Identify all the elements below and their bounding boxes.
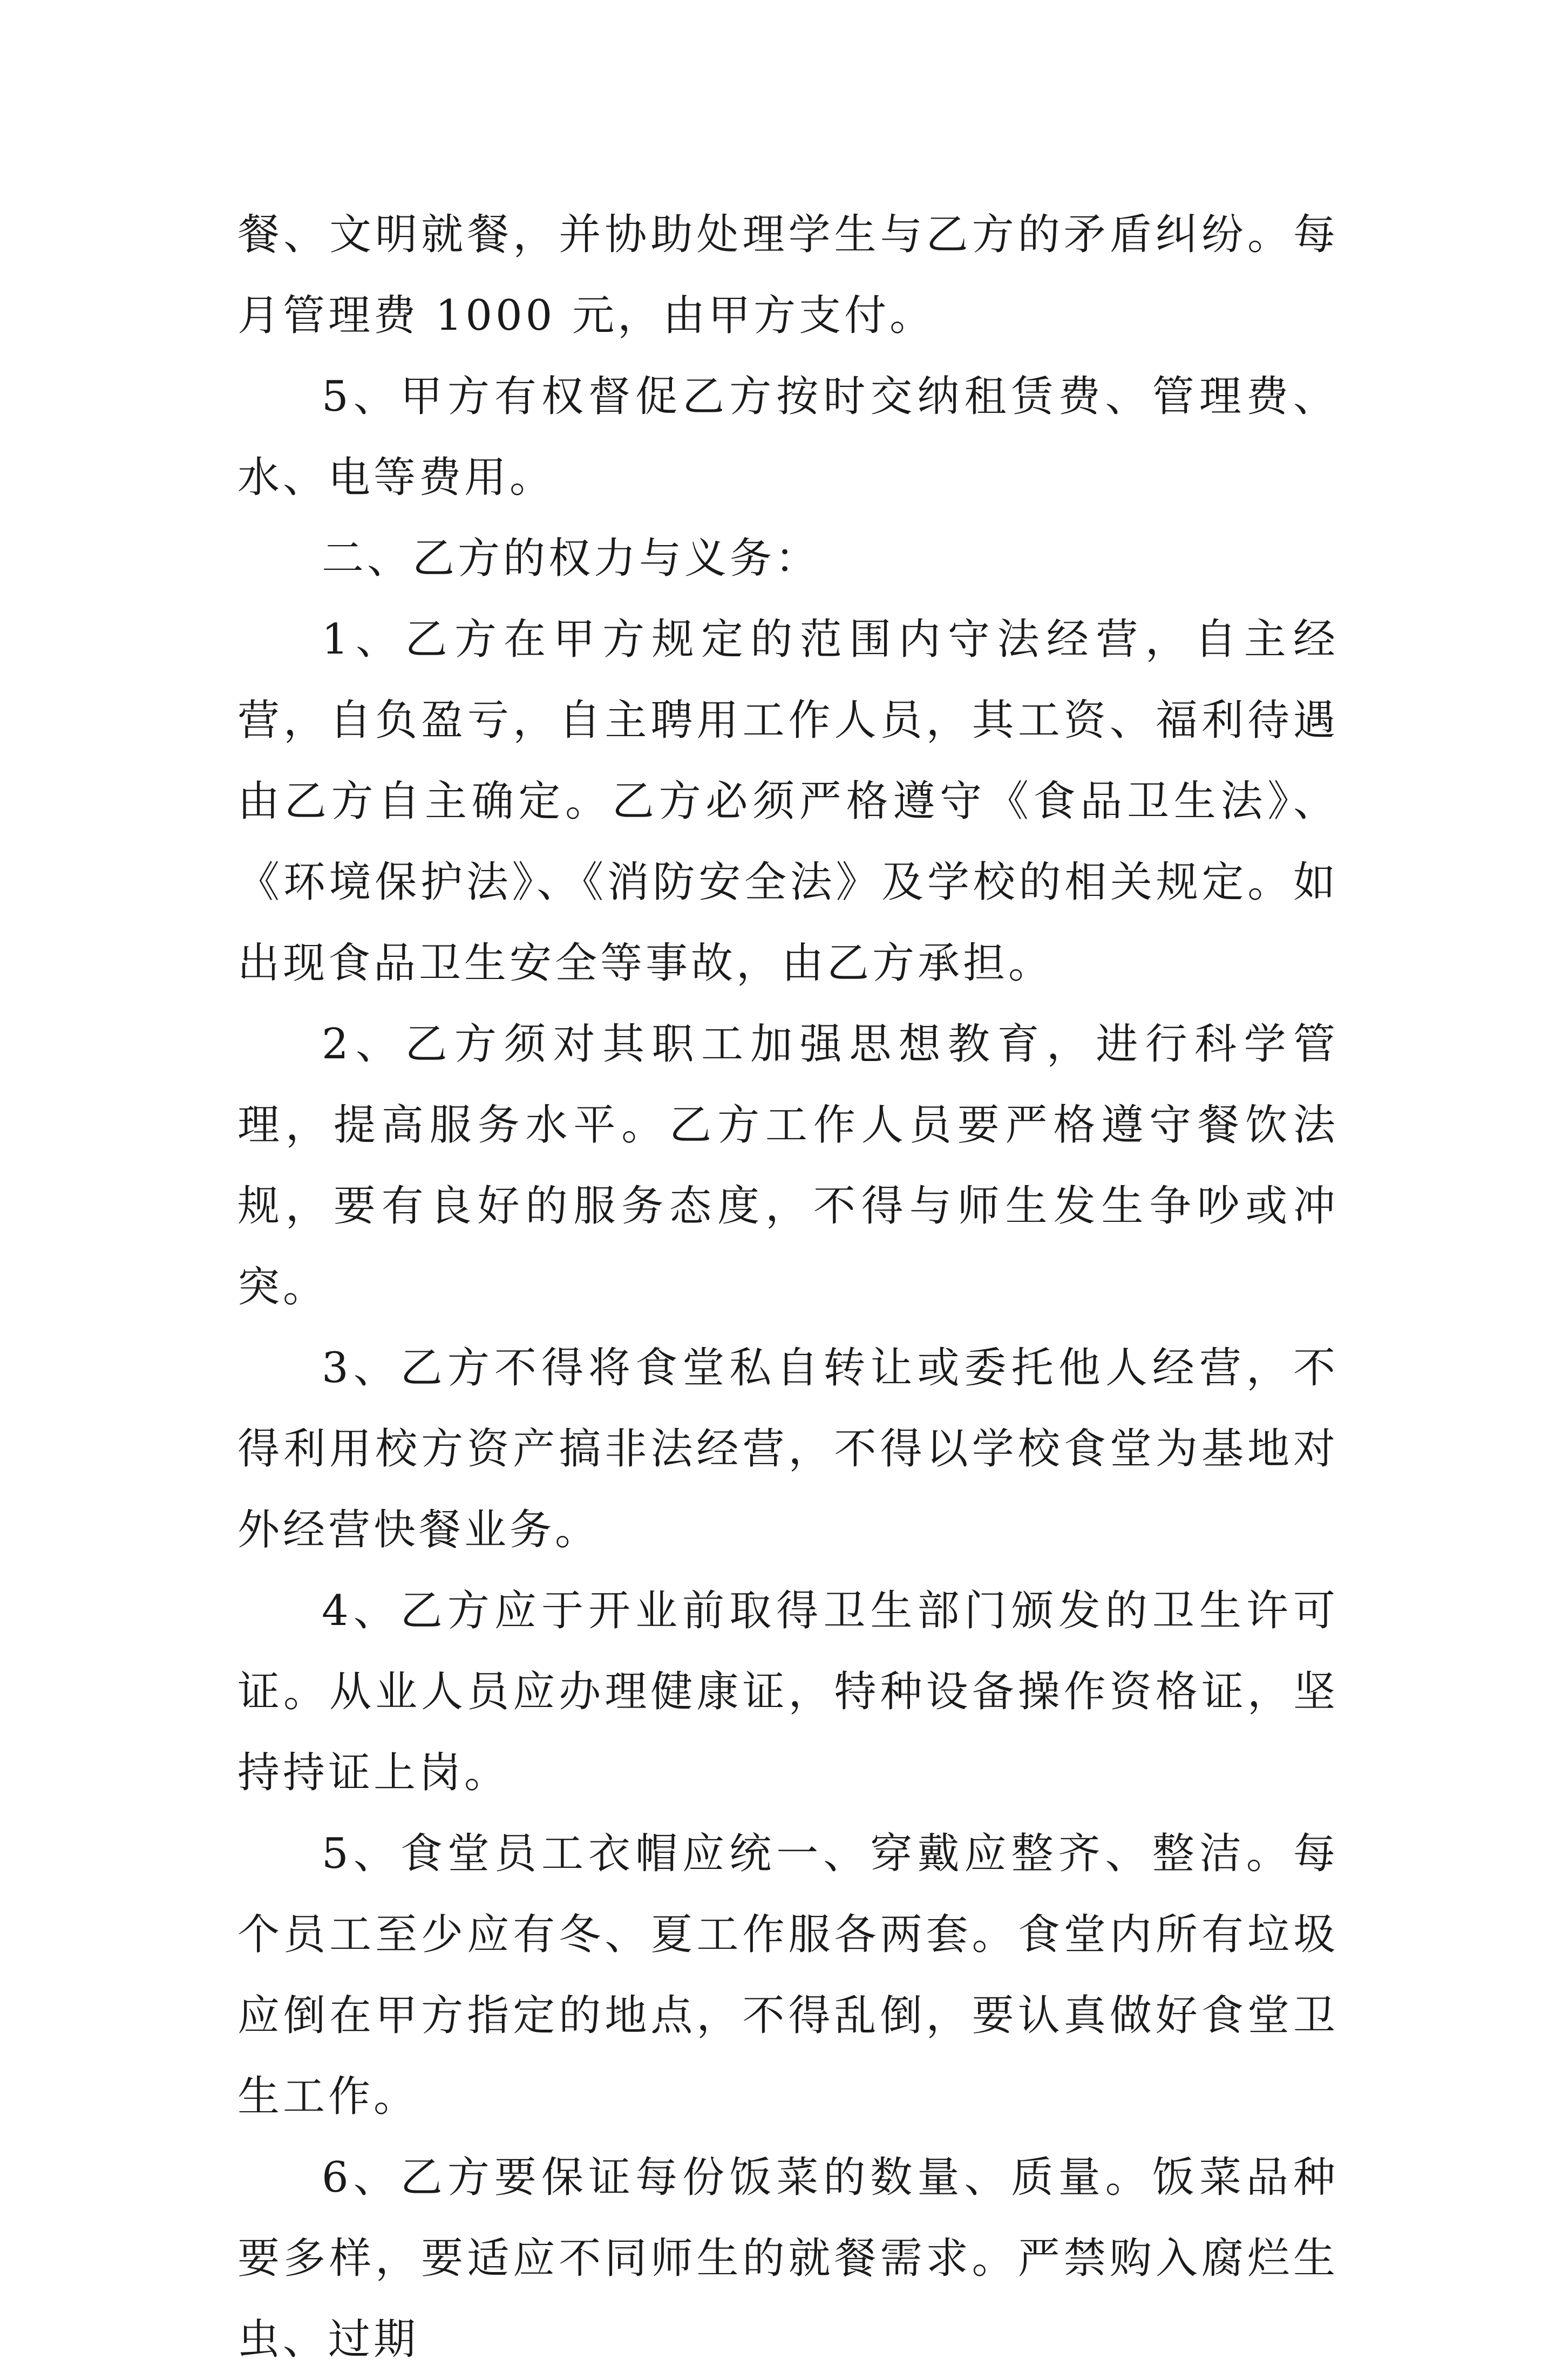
paragraph-7: 4、乙方应于开业前取得卫生部门颁发的卫生许可证。从业人员应办理健康证，特种设备操作资格证，坚持持证上岗。 [237,1587,1339,1797]
paragraph-4: 1、乙方在甲方规定的范围内守法经营，自主经营，自负盈亏，自主聘用工作人员，其工资、福利待遇由乙方自主确定。乙方必须严格遵守《食品卫生法》、《环境保护法》、《消防安全法》及学校的相关规定。如出现食品卫生安全等事故，由乙方承担。 [237,615,1339,988]
paragraph-9: 6、乙方要保证每份饭菜的数量、质量。饭菜品种要多样，要适应不同师生的就餐需求。严禁购入腐烂生虫、过期 [237,2153,1339,2364]
paragraph-1: 餐、文明就餐，并协助处理学生与乙方的矛盾纠纷。每月管理费 1000 元，由甲方支付。 [237,210,1339,340]
paragraph-6: 3、乙方不得将食堂私自转让或委托他人经营，不得利用校方资产搞非法经营，不得以学校食堂为基地对外经营快餐业务。 [237,1344,1339,1554]
paragraph-8: 5、食堂员工衣帽应统一、穿戴应整齐、整洁。每个员工至少应有冬、夏工作服各两套。食堂内所有垃圾应倒在甲方指定的地点，不得乱倒，要认真做好食堂卫生工作。 [237,1830,1339,2121]
document-body [237,194,1339,2380]
paragraph-5: 2、乙方须对其职工加强思想教育，进行科学管理，提高服务水平。乙方工作人员要严格遵守餐饮法规，要有良好的服务态度，不得与师生发生争吵或冲突。 [237,1020,1339,1311]
paragraph-2: 5、甲方有权督促乙方按时交纳租赁费、管理费、水、电等费用。 [237,372,1339,502]
section-heading: 二、乙方的权力与义务： [322,534,821,583]
